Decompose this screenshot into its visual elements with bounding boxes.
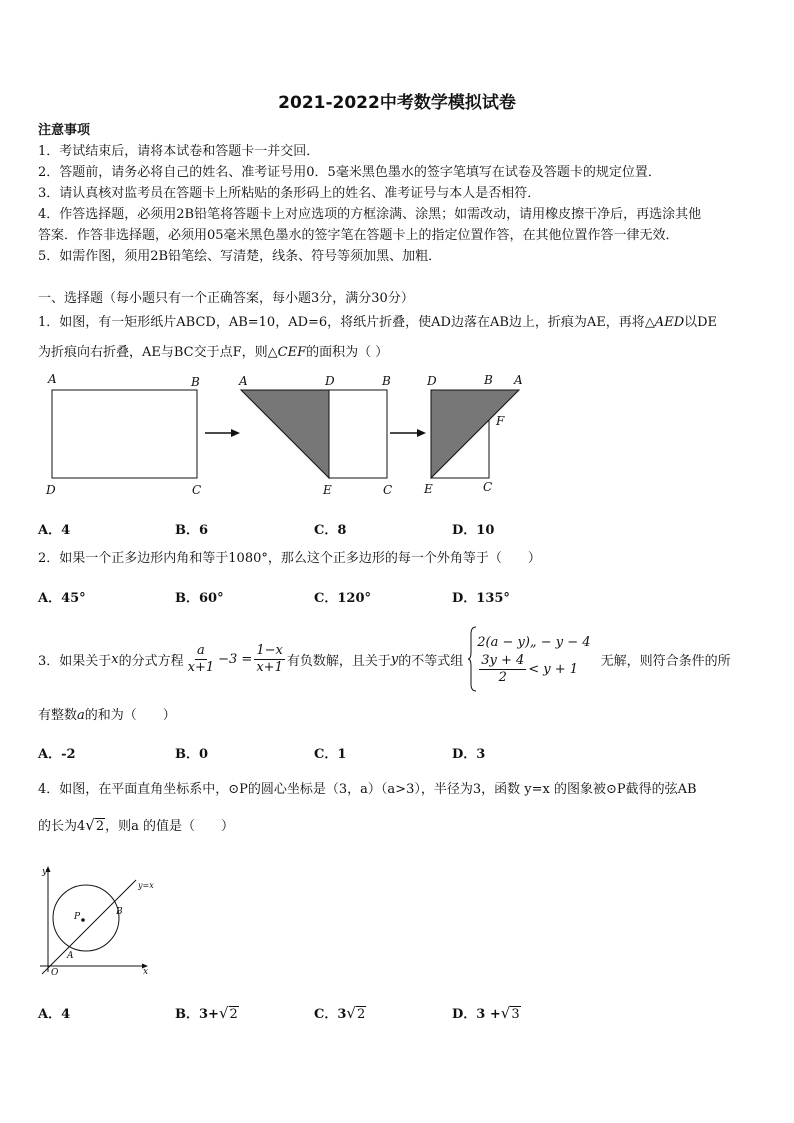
label-b: B xyxy=(116,907,123,917)
fraction-denominator: x+1 xyxy=(187,659,215,675)
page-title: 2021-2022中考数学模拟试卷 xyxy=(278,93,516,113)
q1-math: △CEF xyxy=(267,345,307,360)
fraction-numerator: 3y + 4 xyxy=(481,652,525,668)
q3-text: 有整数 xyxy=(38,708,78,723)
notice-heading: 注意事项 xyxy=(38,123,91,138)
option-c[interactable]: C．8 xyxy=(314,523,347,538)
option-b[interactable]: B．6 xyxy=(175,523,209,538)
q3-text: 的和为（ ） xyxy=(84,708,176,723)
q3-minus-3: −3 = xyxy=(218,651,253,667)
line-y-equals-x xyxy=(42,880,136,974)
label-p: P xyxy=(74,912,81,922)
inequality-2-rest: < y + 1 xyxy=(528,661,579,677)
fraction-numerator: 1−x xyxy=(256,642,283,658)
q3-text: 有负数解，且关于 xyxy=(286,653,391,669)
fraction xyxy=(254,643,285,676)
question-4-line-2 xyxy=(38,816,234,836)
label-c: C xyxy=(483,480,493,494)
q1-math: △AED xyxy=(644,315,685,330)
option-b[interactable] xyxy=(175,1003,239,1022)
label-d: D xyxy=(46,483,56,497)
label-e: E xyxy=(323,483,332,497)
question-4-line-1: 4．如图，在平面直角坐标系中，⊙P的圆心坐标是（3，a）（a>3），半径为3，函数 y=x 的图象被⊙P截得的弦AB xyxy=(38,782,697,797)
option-c-text: C．3 xyxy=(314,1007,347,1022)
notice-item: 1．考试结束后，请将本试卷和答题卡一并交回． xyxy=(38,144,320,159)
question-2: 2．如果一个正多边形内角和等于1080°，那么这个正多边形的每一个外角等于（ ） xyxy=(38,551,541,566)
label-b: B xyxy=(382,374,391,388)
folded-triangle xyxy=(431,390,519,478)
q3-var-x: x xyxy=(111,651,119,667)
inequality-lines xyxy=(477,633,590,686)
option-d[interactable]: D．10 xyxy=(452,523,495,538)
label-x: x xyxy=(143,967,149,977)
option-a[interactable]: A．45° xyxy=(38,591,86,606)
label-o: O xyxy=(51,968,59,978)
label-c: C xyxy=(383,483,393,497)
q3-text: 的分式方程 xyxy=(118,653,184,669)
sqrt-radicand: 2 xyxy=(95,819,105,834)
inequality-1: 2(a − y)„ − y − 4 xyxy=(477,634,591,650)
sqrt-icon: √ xyxy=(85,816,95,834)
label-e: E xyxy=(424,482,433,496)
option-d[interactable] xyxy=(452,1003,521,1022)
q4-figure xyxy=(36,862,156,980)
left-brace-icon xyxy=(467,626,477,692)
fraction xyxy=(186,643,217,676)
notice-item: 5．如需作图，须用2B铅笔绘、写清楚，线条、符号等须加黑、加粗． xyxy=(38,249,442,264)
option-b[interactable]: B．60° xyxy=(175,591,224,606)
sqrt-radicand: 2 xyxy=(229,1007,238,1022)
label-d: D xyxy=(427,374,437,388)
q3-text: 无解，则符合条件的所 xyxy=(600,653,731,669)
option-b[interactable]: B．0 xyxy=(175,747,209,762)
question-1-line-1 xyxy=(38,313,717,332)
label-y: y xyxy=(42,867,48,877)
fraction-denominator: 2 xyxy=(498,669,507,685)
q1-text: 的面积为（ ） xyxy=(306,345,389,360)
folded-triangle xyxy=(241,390,329,478)
question-3-line-1 xyxy=(38,624,731,694)
notice-item: 3．请认真核对监考员在答题卡上所粘贴的条形码上的姓名、准考证号与本人是否相符． xyxy=(38,186,541,201)
q1-text: 为折痕向右折叠，AE与BC交于点F，则 xyxy=(38,345,268,360)
center-point-p xyxy=(81,918,85,922)
q3-var-a: a xyxy=(77,708,85,723)
label-d: D xyxy=(325,374,335,388)
fraction xyxy=(479,653,526,686)
section-heading: 一、选择题（每小题只有一个正确答案，每小题3分，满分30分） xyxy=(38,291,414,306)
label-a: A xyxy=(514,373,523,387)
label-f: F xyxy=(496,414,505,428)
inequality-2 xyxy=(477,653,590,686)
option-a[interactable]: A．4 xyxy=(38,523,71,538)
q4-text: ，则a 的值是（ ） xyxy=(105,819,235,834)
q4-text: 的长为4 xyxy=(38,819,86,834)
circle-p xyxy=(53,885,119,951)
label-y-equals-x: y=x xyxy=(138,881,154,890)
label-a: A xyxy=(67,951,74,961)
question-3-line-2 xyxy=(38,706,176,725)
q1-figure xyxy=(40,372,540,502)
q3-text: 的不等式组 xyxy=(398,653,464,669)
label-b: B xyxy=(191,375,200,389)
fraction-denominator: x+1 xyxy=(256,659,283,675)
option-c[interactable]: C．1 xyxy=(314,747,347,762)
notice-item: 2．答题前，请务必将自己的姓名、准考证号用0．5毫米黑色墨水的签字笔填写在试卷及答题卡的规定位置． xyxy=(38,165,661,180)
option-b-text: B．3+ xyxy=(175,1007,219,1022)
rectangle-abcd xyxy=(52,390,197,478)
label-b: B xyxy=(484,373,493,387)
arrow-icon xyxy=(390,429,426,437)
option-c[interactable]: C．120° xyxy=(314,591,371,606)
option-a[interactable]: A．-2 xyxy=(38,747,76,762)
notice-item: 答案．作答非选择题，必须用05毫米黑色墨水的签字笔在答题卡上的指定位置作答，在其他位置作答一律无效． xyxy=(38,228,679,243)
option-c[interactable] xyxy=(314,1003,366,1022)
arrow-icon xyxy=(205,429,240,437)
question-1-line-2 xyxy=(38,343,388,362)
option-d-text: D．3 + xyxy=(452,1007,501,1022)
label-c: C xyxy=(192,483,202,497)
option-d[interactable]: D．135° xyxy=(452,591,510,606)
label-a: A xyxy=(48,372,57,386)
sqrt-icon: √ xyxy=(218,1004,229,1022)
q1-text: 以DE xyxy=(684,315,718,330)
sqrt-icon: √ xyxy=(500,1004,511,1022)
q3-var-y: y xyxy=(390,651,399,667)
remaining-rectangle xyxy=(329,390,387,478)
sqrt-radicand: 3 xyxy=(511,1007,520,1022)
q3-text: 3．如果关于 xyxy=(38,653,112,669)
inequality-system xyxy=(467,626,590,692)
fraction-numerator: a xyxy=(197,642,205,658)
option-a[interactable]: A．4 xyxy=(38,1007,71,1022)
notice-item: 4．作答选择题，必须用2B铅笔将答题卡上对应选项的方框涂满、涂黑；如需改动，请用橡皮擦干净后，再选涂其他 xyxy=(38,207,702,222)
option-d[interactable]: D．3 xyxy=(452,747,486,762)
label-a: A xyxy=(239,374,248,388)
sqrt-radicand: 2 xyxy=(356,1007,366,1022)
q1-text: 1．如图，有一矩形纸片ABCD，AB=10，AD=6，将纸片折叠，使AD边落在AB边上，折痕为AE，再将 xyxy=(38,315,645,330)
sqrt-icon: √ xyxy=(346,1004,356,1022)
